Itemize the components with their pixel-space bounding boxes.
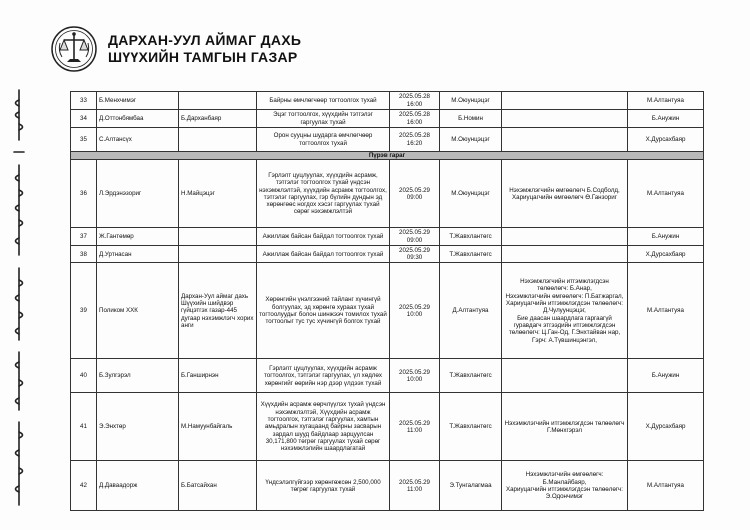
table-row	[71, 245, 704, 263]
defendant-cell	[179, 245, 257, 263]
defendant-cell: Б.Дарханбаяр	[179, 110, 257, 128]
day-section-label: Пүрэв гараг	[71, 152, 704, 160]
court-clerk-cell: М.Оюунцэцэг	[440, 128, 502, 152]
title-line-1: ДАРХАН-УУЛ АЙМАГ ДАХЬ	[108, 32, 302, 48]
court-clerk-cell: Т.Жавхлантөгс	[440, 228, 502, 246]
table-row	[71, 128, 704, 152]
row-number-cell: 42	[71, 461, 97, 511]
row-number-cell: 35	[71, 128, 97, 152]
plaintiff-cell: Д.Даваадорж	[97, 461, 179, 511]
case-subject-cell: Эцэг тогтоолгох, хүүхдийн тэтгэлэг гаргуулах тухай	[257, 110, 390, 128]
hearing-datetime-cell: 2025.05.29 09:30	[390, 245, 440, 263]
plaintiff-cell: С.Алтансүх	[97, 128, 179, 152]
hearing-datetime-cell: 2025.05.29 11:00	[390, 393, 440, 461]
court-clerk-cell: Т.Жавхлантөгс	[440, 359, 502, 393]
presiding-judge-cell: М.Алтантуяа	[628, 160, 704, 228]
presiding-judge-cell: Б.Анужин	[628, 110, 704, 128]
defendant-cell	[179, 92, 257, 110]
row-number-cell: 40	[71, 359, 97, 393]
plaintiff-cell: Л.Эрдэнэзориг	[97, 160, 179, 228]
court-clerk-cell: Т.Жавхлантөгс	[440, 245, 502, 263]
participants-cell	[502, 359, 628, 393]
participants-cell	[502, 128, 628, 152]
justice-scales-icon	[50, 25, 98, 73]
table-row	[71, 160, 704, 228]
case-subject-cell: Хөрөнгийн үнэлгээний тайланг хүчингүй болгуулах, эд хөрөнгө хураах тухай тогтоолуудыг болон шинжээч томилох тухай тогтоолыг тус тус хүчингүй болгох тухай	[257, 263, 390, 359]
case-subject-cell: Ажиллаж байсан байдал тогтоолгох тухай	[257, 228, 390, 246]
hearing-datetime-cell: 2025.05.29 10:00	[390, 263, 440, 359]
presiding-judge-cell: М.Алтантуяа	[628, 92, 704, 110]
hearing-datetime-cell: 2025.05.29 11:00	[390, 461, 440, 511]
defendant-cell: М.Намуунбайгаль	[179, 393, 257, 461]
participants-cell: Нэхэмжлэгчийн өмгөөлөгч Б.Содболд, Хариуцагчийн өмгөөлөгч Ө.Ганзориг	[502, 160, 628, 228]
participants-cell	[502, 245, 628, 263]
participants-cell: Нэхэмжлэгчийн итгэмжлэгдсэн төлөөлөгч Г.Мөнхгэрэл	[502, 393, 628, 461]
court-clerk-cell: Д.Алтантуяа	[440, 263, 502, 359]
case-subject-cell: Орон сууцны шударга өмчлөгчөөр тогтоолгох тухай	[257, 128, 390, 152]
title-line-2: ШҮҮХИЙН ТАМГЫН ГАЗАР	[108, 49, 298, 65]
table-row	[71, 393, 704, 461]
case-subject-cell: Гэрлэлт цуцлуулах, хүүхдийн асрамж тогтоолгох, тэтгэлэг гаргуулах, үл хөдлөх хөрөнгийг өөрийн нэр дээр үлдээх тухай	[257, 359, 390, 393]
document-header	[50, 24, 301, 74]
row-number-cell: 34	[71, 110, 97, 128]
court-clerk-cell: Б.Номин	[440, 110, 502, 128]
presiding-judge-cell: Х.Дурсахбаяр	[628, 245, 704, 263]
row-number-cell: 33	[71, 92, 97, 110]
day-section-row	[71, 152, 704, 160]
row-number-cell: 41	[71, 393, 97, 461]
plaintiff-cell: Поликом ХХК	[97, 263, 179, 359]
case-subject-cell: Үндсэлэлгүйгээр хөрөнгөжсөн 2,500,000 төгрөг гаргуулах тухай	[257, 461, 390, 511]
participants-cell: Нэхэмжлэгчийн өмгөөлөгч: Б.Манлайбаяр, Хариуцагчийн итгэмжлэгдсэн төлөөлөгч: Э.Одончимэг	[502, 461, 628, 511]
table-row	[71, 110, 704, 128]
participants-cell	[502, 110, 628, 128]
table-row	[71, 359, 704, 393]
presiding-judge-cell: М.Алтантуяа	[628, 263, 704, 359]
hearing-datetime-cell: 2025.05.29 09:00	[390, 228, 440, 246]
presiding-judge-cell: М.Алтантуяа	[628, 461, 704, 511]
presiding-judge-cell: Х.Дурсахбаяр	[628, 128, 704, 152]
defendant-cell	[179, 228, 257, 246]
case-subject-cell: Байрны өмчлөгчөөр тогтоолгох тухай	[257, 92, 390, 110]
plaintiff-cell: Ж.Гантөмөр	[97, 228, 179, 246]
participants-cell	[502, 92, 628, 110]
participants-cell: Нэхэмжлэгчийн итгэмжлэгдсэн төлөөлөгч: Б.Анар, Нэхэмжлэгчийн өмгөөлөгч: П.Батжаргал, Хариуцагчийн итгэмжлэгдсэн төлөөлөгч: Д.Чулуунцэцэг, Бие даасан шаардлага гаргаагүй гуравдагч этгээдийн итгэмжлэгдсэн төлөөлөгч: Ц.Ган-Од, Г.Энхтайван нар, Гэрч: А.Түвшинцэнгэл,	[502, 263, 628, 359]
defendant-cell	[179, 128, 257, 152]
row-number-cell: 39	[71, 263, 97, 359]
table-row	[71, 263, 704, 359]
hearing-datetime-cell: 2025.05.29 10:00	[390, 359, 440, 393]
court-clerk-cell: Т.Жавхлантөгс	[440, 393, 502, 461]
court-clerk-cell: М.Оюунцэцэг	[440, 92, 502, 110]
participants-cell	[502, 228, 628, 246]
defendant-cell: Б.Батсайхан	[179, 461, 257, 511]
defendant-cell: Б.Ганширнэн	[179, 359, 257, 393]
row-number-cell: 36	[71, 160, 97, 228]
row-number-cell: 38	[71, 245, 97, 263]
plaintiff-cell: Б.Зулгэрэл	[97, 359, 179, 393]
defendant-cell: Дархан-Уул аймаг дахь Шүүхийн шийдвэр гүйцэтгэх газар-445 дугаар нэхэмжлэгч хорих анги	[179, 263, 257, 359]
hearing-datetime-cell: 2025.05.28 16:20	[390, 128, 440, 152]
hearing-datetime-cell: 2025.05.28 16:00	[390, 92, 440, 110]
plaintiff-cell: Б.Менхчимэг	[97, 92, 179, 110]
presiding-judge-cell: Б.Анужин	[628, 228, 704, 246]
table-row	[71, 228, 704, 246]
court-hearing-schedule	[70, 91, 704, 511]
plaintiff-cell: Д.Уртнасан	[97, 245, 179, 263]
court-clerk-cell: М.Оюунцэцэг	[440, 160, 502, 228]
table-row	[71, 461, 704, 511]
court-clerk-cell: Э.Тунгалагмаа	[440, 461, 502, 511]
plaintiff-cell: Д.Оттонбямбаа	[97, 110, 179, 128]
presiding-judge-cell: Б.Анужин	[628, 359, 704, 393]
presiding-judge-cell: Х.Дурсахбаяр	[628, 393, 704, 461]
hearing-datetime-cell: 2025.05.28 16:00	[390, 110, 440, 128]
defendant-cell: Н.Майцэцэг	[179, 160, 257, 228]
table-row	[71, 92, 704, 110]
case-subject-cell: Хүүхдийн асрамж өөрчлүүлэх тухай үндсэн нэхэмжлэлтэй, Хүүхдийн асрамж тогтоолгох, тэтгэлэг гаргуулах, хамтын амьдралын хугацаанд байрны засварын зардал шууд байдлаар зарцуулсан 30,171,800 төгрөг гаргуулах тухай сөрөг нэхэмжлэлийн шаардлагатай	[257, 393, 390, 461]
mongolian-script-motto	[2, 80, 36, 520]
office-title	[108, 32, 301, 66]
row-number-cell: 37	[71, 228, 97, 246]
plaintiff-cell: Э.Энхтөр	[97, 393, 179, 461]
hearing-datetime-cell: 2025.05.29 09:00	[390, 160, 440, 228]
case-subject-cell: Ажиллаж байсан байдал тогтоолгох тухай	[257, 245, 390, 263]
case-subject-cell: Гэрлэлт цуцлуулах, хүүхдийн асрамж, тэтгэлэг тогтоолгох тухай үндсэн нэхэмжлэлтэй, хүүхдийн асрамж тогтоолгох, тэтгэлэг гаргуулах, гэр бүлийн дундын эд хөрөнгөөс ногдох хэсэг гаргуулах тухай сөрөг нэхэмжлэлтэй	[257, 160, 390, 228]
